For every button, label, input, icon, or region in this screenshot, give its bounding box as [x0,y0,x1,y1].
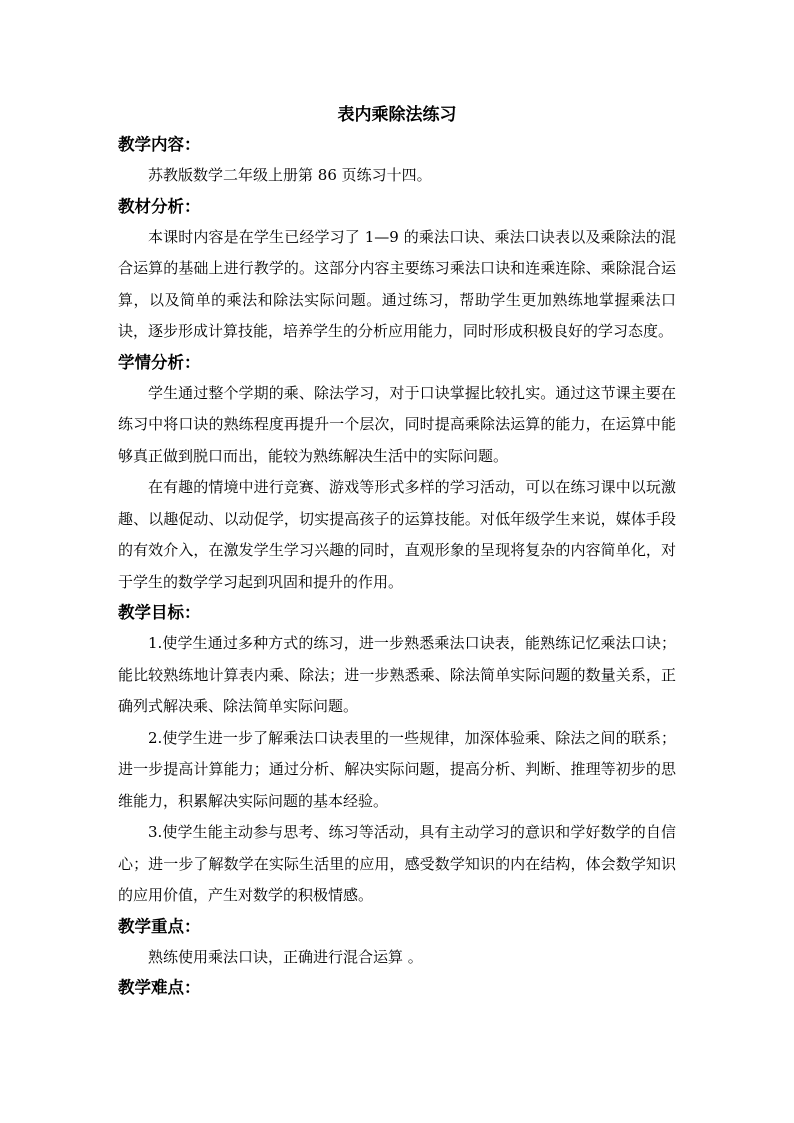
document-title: 表内乘除法练习 [337,105,457,125]
paragraph: 苏教版数学二年级上册第 86 页练习十四。 [148,166,432,184]
paragraph: 在有趣的情境中进行竞赛、游戏等形式多样的学习活动，可以在练习课中以玩激趣、以趣促动、以动促学，切实提高孩子的运算技能。对低年级学生来说，媒体手段的有效介入，在激发学生学习兴趣的同时，直观形象的呈现将复杂的内容简单化，对于学生的数学学习起到巩固和提升的作用。 [118,478,676,591]
section-heading: 学情分析： [118,352,201,372]
section-student-analysis [118,348,676,599]
section-difficulties [118,973,676,1003]
section-content [118,130,676,192]
section-heading: 教学内容： [118,135,201,154]
section-heading: 教学重点： [118,916,201,936]
section-material-analysis [118,192,676,348]
paragraph: 2.使学生进一步了解乘法口诀表里的一些规律，加深体验乘、除法之间的联系；进一步提高计算能力；通过分析、解决实际问题，提高分析、判断、推理等初步的思维能力，积累解决实际问题的基本经验。 [118,728,676,810]
paragraph: 3.使学生能主动参与思考、练习等活动，具有主动学习的意识和学好数学的自信心；进一步了解数学在实际生活里的应用，感受数学知识的内在结构，体会数学知识的应用价值，产生对数学的积极情感。 [118,823,676,904]
paragraph: 本课时内容是在学生已经学习了 1—9 的乘法口诀、乘法口诀表以及乘除法的混合运算的基础上进行教学的。这部分内容主要练习乘法口诀和连乘连除、乘除混合运算，以及简单的乘法和除法实际问题。通过练习，帮助学生更加熟练地掌握乘法口诀，逐步形成计算技能，培养学生的分析应用能力，同时形成积极良好的学习态度。 [118,227,676,340]
section-heading: 教学难点： [118,978,201,997]
paragraph: 熟练使用乘法口诀，正确进行混合运算 。 [148,947,423,966]
paragraph: 学生通过整个学期的乘、除法学习，对于口诀掌握比较扎实。通过这节课主要在练习中将口诀的熟练程度再提升一个层次，同时提高乘除法运算的能力，在运算中能够真正做到脱口而出，能较为熟练解决生活中的实际问题。 [118,383,676,465]
section-objectives [118,598,676,912]
section-key-points [118,912,676,974]
document-page [118,100,676,1003]
paragraph: 1.使学生通过多种方式的练习，进一步熟悉乘法口诀表，能熟练记忆乘法口诀；能比较熟练地计算表内乘、除法；进一步熟悉乘、除法简单实际问题的数量关系，正确列式解决乘、除法简单实际问题。 [118,634,676,715]
section-heading: 教学目标： [118,603,201,622]
section-heading: 教材分析： [118,196,201,216]
